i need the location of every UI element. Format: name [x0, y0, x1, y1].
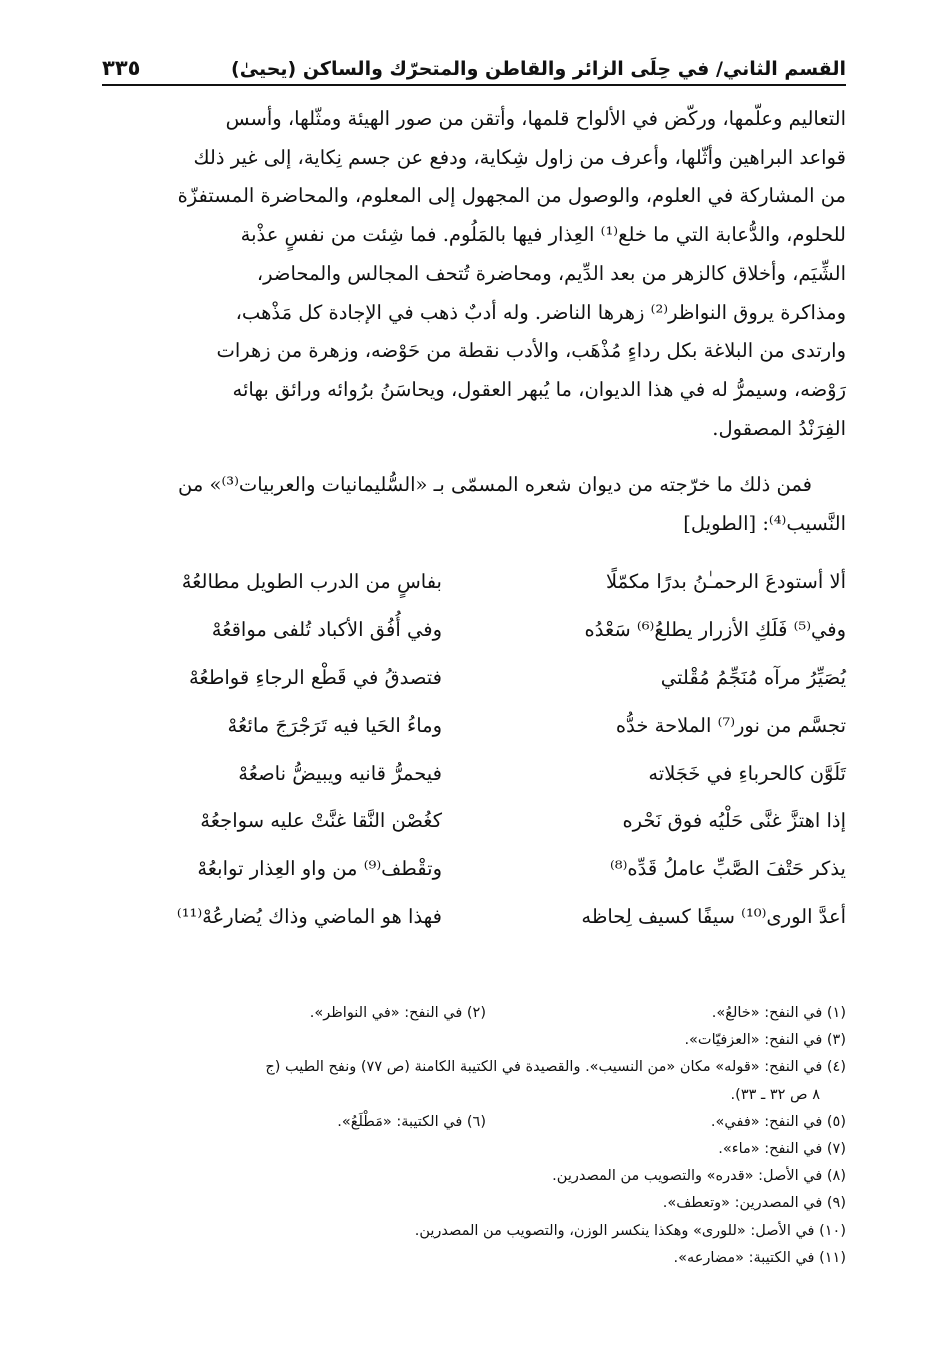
verse-first-hemistich: ألا أستودعَ الرحمـٰنُ بدرًا مكمّلًا [606, 570, 846, 594]
verse-second-hemistich: فتصدقُ في قَطْع الرجاءِ قواطعُهْ [188, 665, 442, 689]
footnote: (٤) في النفح: «قوله» مكان «من النسيب». والقصيدة في الكتيبة الكامنة (ص ٧٧) ونفح الطيب (ج [265, 1059, 846, 1076]
verse-first-hemistich: إذا اهتزَّ غنَّى حَلْيُه فوق نَحْره [622, 809, 846, 833]
footnote-row [102, 1218, 846, 1245]
intro-line: النَّسيب⁽⁴⁾: [الطويل] [683, 511, 846, 535]
verse-first-hemistich: تجسَّم من نور⁽⁷⁾ الملاحة خدُّه [615, 713, 846, 737]
verse-second-hemistich: كغُصْن النَّقا غنَّتْ عليه سواجعُهْ [200, 809, 442, 833]
verse-first-hemistich: يُصَيِّرُ مرآه مُنَجِّمُ مُقْلتي [660, 665, 846, 689]
footnote: (٧) في النفح: «ماء». [718, 1141, 846, 1158]
verse-second-hemistich: فيحمرُّ قانيه ويبيضُّ ناصعُهْ [238, 761, 442, 785]
prose-line: للحلوم، والدُّعابة التي ما خلع⁽¹⁾ العِذار فيها بالمَلُوم. فما شِئت من نفسٍ عذْبة [240, 223, 846, 247]
footnote-row [102, 1054, 846, 1081]
prose-line: التعاليم وعلّمها، وركّض في الألواح قلمها، وأتقن من صور الهيئة ومثّلها، وأسس [225, 107, 846, 130]
poem-verse [102, 797, 846, 845]
footnotes [102, 1000, 846, 1272]
verse-second-hemistich: فهذا هو الماضي وذاك يُضارعُهْ⁽¹¹⁾ [176, 904, 442, 928]
footnote-row [102, 1136, 846, 1163]
prose-paragraph [102, 100, 846, 448]
footnote: (١) في النفح: «خالعُ». [711, 1005, 846, 1021]
prose-line: قواعد البراهين وأثّلها، وأعرف من زاول شِكاية، ودفع عن جسم نِكاية، إلى غير ذلك [193, 145, 846, 169]
footnote-row [102, 1027, 846, 1054]
verse-second-hemistich: بفاسٍ من الدرب الطويل مطالعُهْ [181, 570, 442, 594]
verse-second-hemistich: وماءُ الحَيا فيه تَرَجْرَجَ مائعُهْ [227, 713, 442, 737]
footnote: (٦) في الكتيبة: «مَطْلَعُ». [337, 1113, 486, 1130]
running-title: القسم الثاني/ في حِلَى الزائر والقاطن والمتحرّك والساكن (يحيىٰ) [231, 58, 846, 80]
footnote-row [102, 1190, 846, 1217]
footnote-row [102, 1082, 846, 1109]
page-number: ٣٣٥ [102, 56, 141, 80]
verse-second-hemistich: وتقْطف⁽⁹⁾ من واو العِذار توابعُهْ [197, 857, 442, 881]
prose-line: الشِّيَم، وأخلاق كالزهر من بعد الدِّيم، ومحاضرة تُتحف المجالس والمحاضر، [256, 261, 846, 285]
poem-verse [102, 845, 846, 893]
verse-second-hemistich: وفي أُفُق الأكباد تُلفى مواقعُهْ [211, 618, 442, 642]
verse-first-hemistich: وفي⁽⁵⁾ فَلَكِ الأزرار يطلعُ⁽⁶⁾ سَعْدُه [584, 618, 846, 642]
poem-verse [102, 749, 846, 797]
verse-first-hemistich: تَلَوَّن كالحرباءِ في خَجَلاته [648, 761, 846, 785]
poem-verse [102, 701, 846, 749]
page-header [102, 46, 846, 86]
poem-verse [102, 893, 846, 941]
footnote-row [102, 1000, 846, 1027]
poem [102, 558, 846, 940]
footnote: (٢) في النفح: «في النواظر». [309, 1005, 486, 1021]
footnote: (٩) في المصدرين: «وتعطف». [662, 1195, 846, 1212]
prose-line: رَوْضه، وسيمرُّ له في هذا الديوان، ما يُبهر العقول، ويحاسَنُ برُوائه ورائق بهائه [232, 377, 846, 401]
footnote: (٥) في النفح: «ففي». [710, 1113, 846, 1130]
footnote-row [102, 1109, 846, 1136]
prose-line: من المشاركة في العلوم، والوصول من المجهول إلى المعلوم، والمحاضرة المستفزّة [177, 184, 846, 208]
footnote: (١٠) في الأصل: «للورى» وهكذا ينكسر الوزن، والتصويب من المصدرين. [414, 1222, 846, 1239]
poem-verse [102, 606, 846, 654]
poem-introduction [102, 466, 846, 543]
prose-line: الفِرَنْدُ المصقول. [712, 416, 846, 440]
poem-verse [102, 558, 846, 606]
footnote: (٣) في النفح: «العزفيّات». [684, 1032, 846, 1049]
footnote-row [102, 1245, 846, 1272]
footnote-row [102, 1163, 846, 1190]
intro-line: فمن ذلك ما خرّجته من ديوان شعره المسمّى بـ «السُّليمانيات والعربيات⁽³⁾» من [178, 473, 812, 496]
verse-first-hemistich: يذكر حَتْفَ الصَّبِّ عاملُ قَدِّه⁽⁸⁾ [609, 857, 846, 881]
prose-line: وارتدى من البلاغة بكل رداءٍ مُذْهَب، والأدب نقطة من حَوْضه، وزهرة من زهرات [216, 339, 846, 363]
footnote: (٨) في الأصل: «قدره» والتصويب من المصدرين. [552, 1168, 846, 1185]
poem-verse [102, 654, 846, 702]
prose-line: ومذاكرة يروق النواظر⁽²⁾ زهرها الناضر. وله أدبٌ ذهب في الإجادة كل مَذْهب، [235, 300, 846, 324]
footnote: (١١) في الكتيبة: «مضارعه». [673, 1249, 846, 1266]
footnote-continuation: ٨ ص ٣٢ ـ ٣٣). [730, 1086, 820, 1103]
verse-first-hemistich: أعدَّ الورى⁽¹⁰⁾ سيفًا كسيف لِحاظه [581, 904, 846, 928]
